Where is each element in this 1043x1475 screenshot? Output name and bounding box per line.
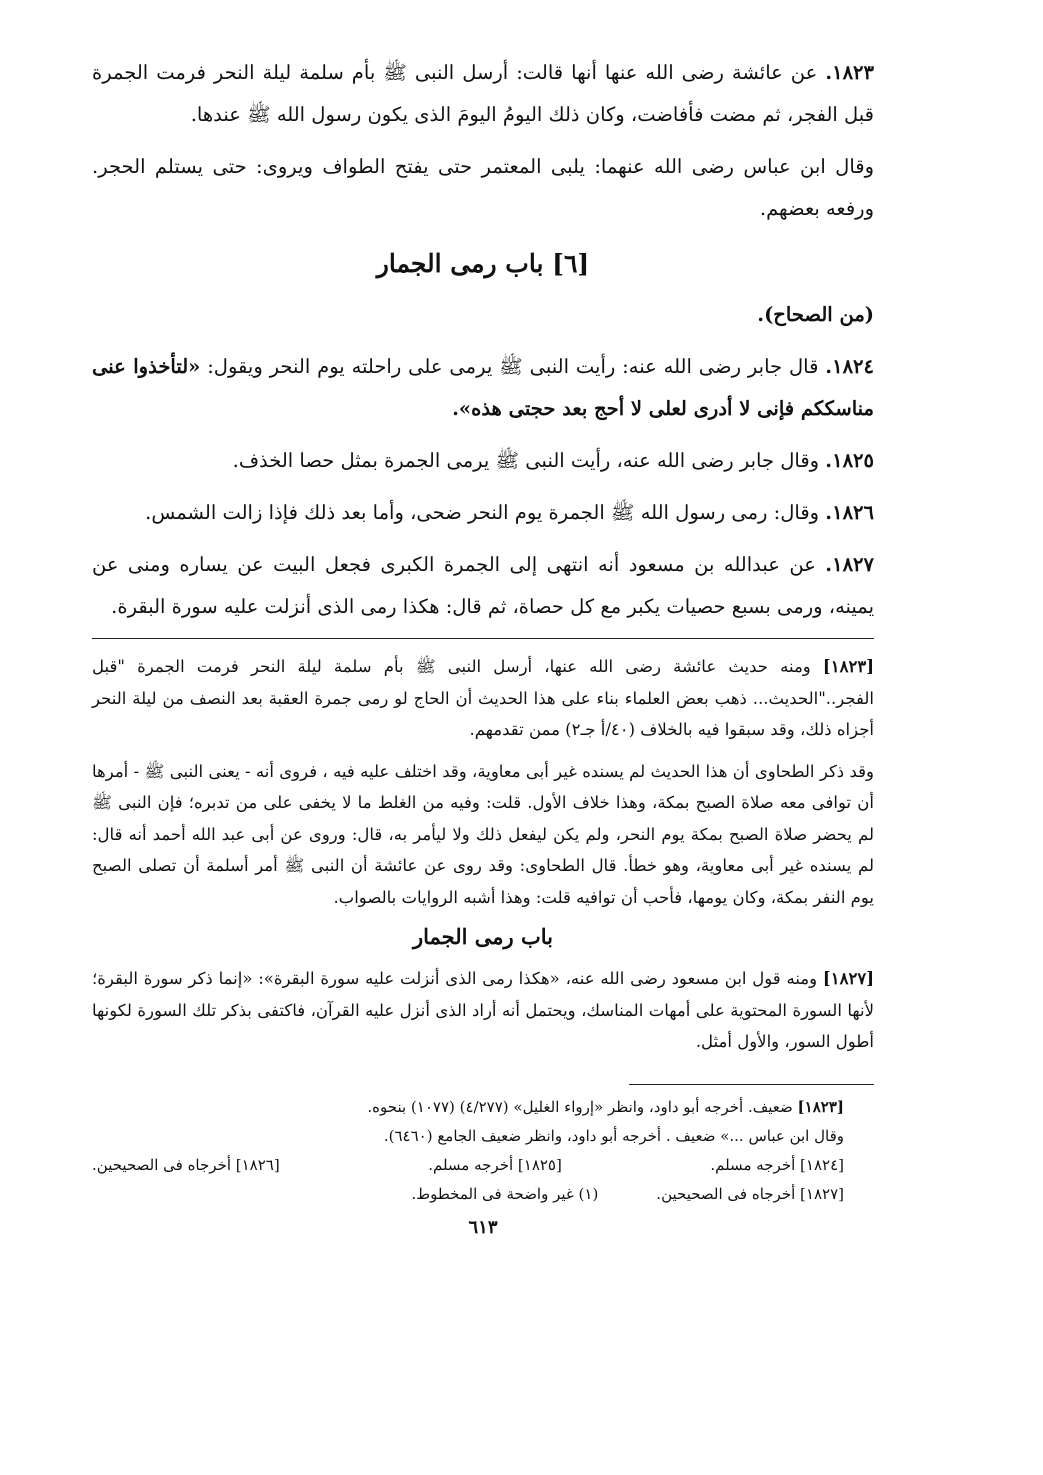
hadith-1824 bbox=[92, 346, 874, 430]
ibn-abbas-statement: وقال ابن عباس رضى الله عنهما: يلبى المعتمر حتى يفتح الطواف ويروى: حتى يستلم الحجر. ورفعه بعضهم. bbox=[92, 155, 874, 220]
footnote-row bbox=[92, 1151, 844, 1180]
footnote-1827: [١٨٢٧] أخرجاه فى الصحيحين. bbox=[656, 1184, 844, 1203]
footnote-text: ضعيف. أخرجه أبو داود، وانظر «إرواء الغليل» (٤/٢٧٧) (١٠٧٧) بنحوه. bbox=[367, 1097, 793, 1116]
hadith-number: ١٨٢٣. bbox=[825, 61, 875, 84]
footnote-divider bbox=[629, 1084, 874, 1085]
commentary-text: ومنه حديث عائشة رضى الله عنها، أرسل النبى ﷺ بأم سلمة ليلة النحر فرمت الجمرة "قبل الفجر.."الحديث... ذهب بعض العلماء بناء على هذا الحديث أن الحاج لو رمى جمرة العقبة بعد النصف من ليلة النحر أجزاه ذلك، وقد سبقوا فيه بالخلاف (٤٠/أ جـ٢) ممن تقدمهم. bbox=[92, 657, 875, 739]
commentary-number: [١٨٢٣] bbox=[822, 657, 874, 676]
commentary-heading: باب رمى الجمار bbox=[413, 924, 553, 949]
hadith-1825 bbox=[92, 440, 874, 482]
hadith-text: قال جابر رضى الله عنه: رأيت النبى ﷺ يرمى على راحلته يوم النحر ويقول: bbox=[207, 355, 819, 378]
footnote-1826: [١٨٢٦] أخرجاه فى الصحيحين. bbox=[92, 1155, 280, 1174]
hadith-text: عن عبدالله بن مسعود أنه انتهى إلى الجمرة الكبرى فجعل البيت عن يساره ومنى عن يمينه، ورمى بسبع حصيات يكبر مع كل حصاة، ثم قال: هكذا رمى الذى أنزلت عليه سورة البقرة. bbox=[92, 553, 874, 618]
page bbox=[92, 52, 874, 1243]
commentary-tahawi: وقد ذكر الطحاوى أن هذا الحديث لم يسنده غير أبى معاوية، وقد اختلف عليه فيه ، فروى أنه - يعنى النبى ﷺ - أمرها أن توافى معه صلاة الصبح بمكة، وهذا خلاف الأول. قلت: وفيه من الغلط ما لا يخفى على من تدبره؛ فإن النبى ﷺ لم يحضر صلاة الصبح بمكة يوم النحر، ولم يكن ليفعل ذلك ولا ليأمر به، قال: وروى عن أبى عبد الله أحمد أنه قال: لم يسنده غير أبى معاوية، وهو خطأ. قال الطحاوى: وقد روى عن عائشة أن النبى ﷺ أمر أسلمة أن تصلى الصبح يوم النفر بمكة، وكان يومها، فأحب أن توافيه قلت: وهذا أشبه الروايات بالصواب. bbox=[92, 761, 874, 907]
hadith-number: ١٨٢٤. bbox=[825, 355, 874, 378]
footnote-1823 bbox=[92, 1093, 844, 1122]
commentary-1827 bbox=[92, 963, 874, 1058]
hadith-quote: «لتأخذوا عنى مناسككم فإنى لا أدرى لعلى لا أحج بعد حجتى هذه». bbox=[92, 355, 874, 420]
footnote-number: [١٨٢٣] bbox=[797, 1097, 844, 1116]
commentary-number: [١٨٢٧] bbox=[822, 969, 874, 988]
footnote-note-1: (١) غير واضحة فى المخطوط. bbox=[411, 1184, 599, 1203]
section-subheading: (من الصحاح). bbox=[757, 303, 874, 326]
hadith-1826 bbox=[92, 492, 874, 534]
hadith-1823 bbox=[92, 52, 874, 136]
hadith-number: ١٨٢٥. bbox=[825, 449, 874, 472]
hadith-text: وقال: رمى رسول الله ﷺ الجمرة يوم النحر ضحى، وأما بعد ذلك فإذا زالت الشمس. bbox=[145, 501, 820, 524]
commentary-text: ومنه قول ابن مسعود رضى الله عنه، «هكذا رمى الذى أنزلت عليه سورة البقرة»: «إنما ذكر سورة البقرة؛ لأنها السورة المحتوية على أمهات المناسك، ويحتمل أنه أراد الذى أنزل عليه القرآن، فاكتفى بذكر تلك السورة لكونها أطول السور، والأول أمثل. bbox=[92, 969, 874, 1051]
hadith-text: عن عائشة رضى الله عنها أنها قالت: أرسل النبى ﷺ بأم سلمة ليلة النحر فرمت الجمرة قبل الفجر، ثم مضت فأفاضت، وكان ذلك اليومُ اليومَ الذى يكون رسول الله ﷺ عندها. bbox=[92, 61, 874, 126]
main-text bbox=[92, 52, 874, 628]
footnote-1825: [١٨٢٥] أخرجه مسلم. bbox=[428, 1155, 562, 1174]
hadith-number: ١٨٢٦. bbox=[825, 501, 874, 524]
section-divider bbox=[92, 638, 874, 639]
hadith-number: ١٨٢٧. bbox=[825, 553, 874, 576]
footnotes bbox=[92, 1093, 874, 1209]
chapter-heading: [٦] باب رمى الجمار bbox=[376, 249, 590, 278]
footnote-ibn-abbas: وقال ابن عباس ...» ضعيف . أخرجه أبو داود، وانظر ضعيف الجامع (٦٤٦٠). bbox=[383, 1126, 844, 1145]
commentary-1823 bbox=[92, 651, 874, 746]
hadith-1827 bbox=[92, 544, 874, 628]
hadith-text: وقال جابر رضى الله عنه، رأيت النبى ﷺ يرمى الجمرة بمثل حصا الخذف. bbox=[232, 449, 820, 472]
commentary bbox=[92, 651, 874, 1058]
footnote-1824: [١٨٢٤] أخرجه مسلم. bbox=[710, 1155, 844, 1174]
footnote-row bbox=[92, 1180, 844, 1209]
page-number: ٦١٣ bbox=[468, 1216, 498, 1238]
